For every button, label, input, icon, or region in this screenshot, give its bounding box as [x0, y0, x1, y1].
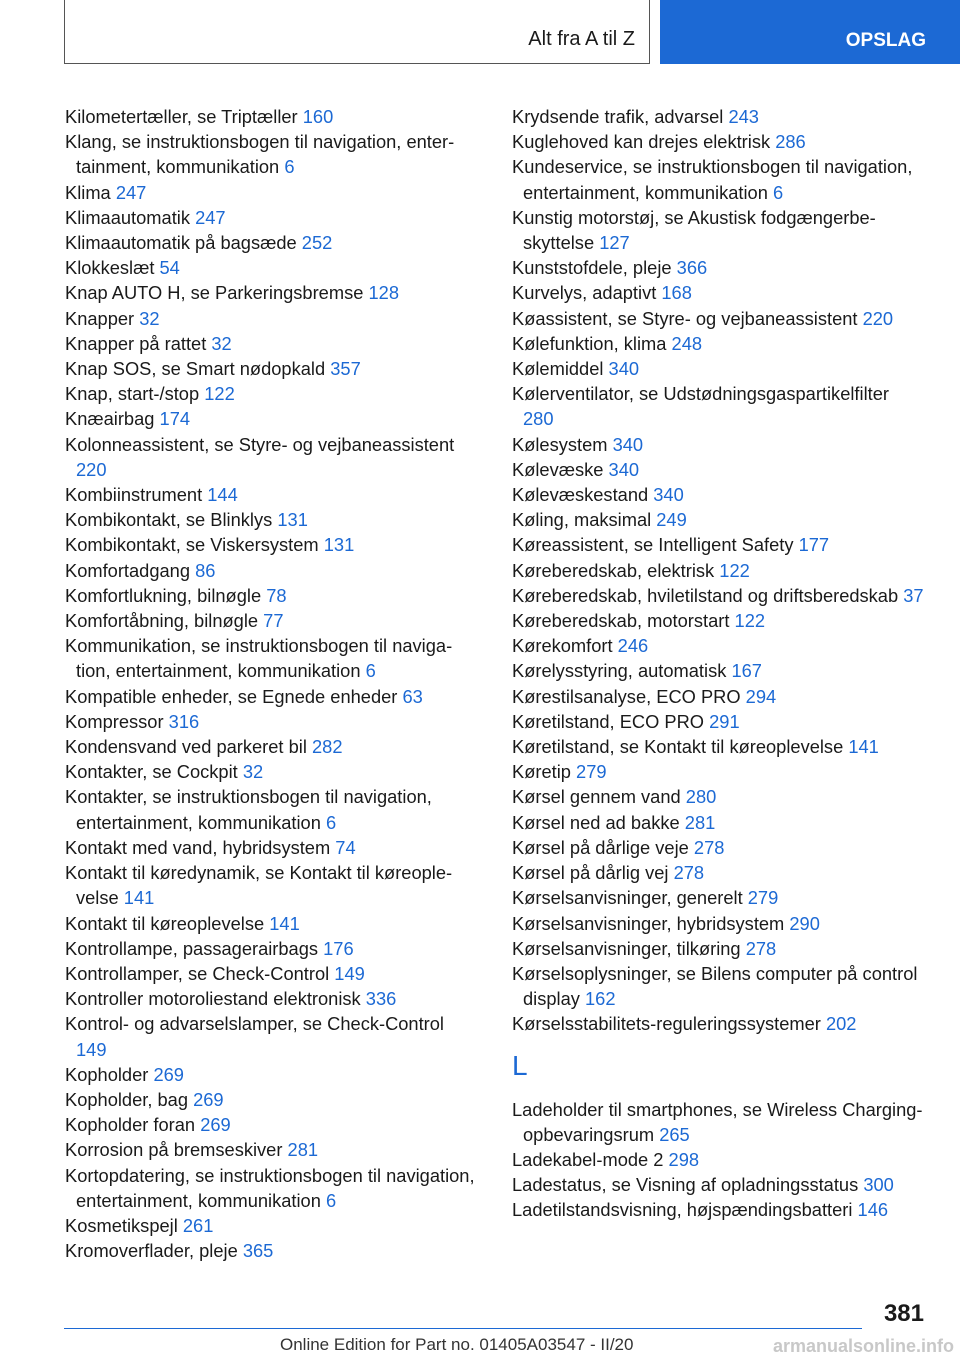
index-entry	[65, 986, 475, 1011]
index-entry	[65, 432, 475, 482]
index-entry	[65, 356, 475, 381]
page-reference-link[interactable]: 122	[719, 559, 750, 581]
index-entry-text: Kontrollamper, se Check-Control	[65, 962, 330, 984]
page-reference-link[interactable]: 278	[673, 862, 705, 884]
index-entry-text: Komfortlukning, bilnøgle	[65, 584, 262, 606]
index-entry	[65, 961, 475, 986]
page-reference-link[interactable]: 86	[195, 559, 216, 581]
page-reference-link[interactable]: 249	[656, 509, 687, 531]
index-entry-text: Kunstig motorstøj, se Akustisk fodgængerbeskyttelse	[512, 206, 876, 254]
page-reference-link[interactable]: 336	[365, 988, 397, 1010]
page-number: 381	[883, 1300, 924, 1327]
page-reference-link[interactable]: 340	[653, 484, 684, 506]
page-reference-link[interactable]: 131	[323, 534, 355, 556]
index-entry	[65, 180, 475, 205]
page-reference-link[interactable]: 174	[159, 408, 191, 430]
index-entry	[512, 482, 924, 507]
watermark: armanualsonline.info	[772, 1336, 954, 1356]
index-entry-text: Klimaautomatik	[65, 206, 190, 228]
index-entry	[65, 1112, 475, 1137]
page-reference-link[interactable]: 340	[612, 433, 644, 455]
index-entry-text: Kølerventilator, se Udstødningsgaspartikelfilter	[512, 383, 889, 405]
index-column-left	[65, 104, 475, 1263]
index-entry	[512, 860, 924, 885]
index-entry	[65, 230, 475, 255]
index-entry	[65, 936, 475, 961]
index-entry	[65, 406, 475, 431]
index-entry-text: Køretilstand, ECO PRO	[512, 710, 705, 732]
page-reference-link[interactable]: 290	[789, 912, 820, 934]
index-entry-text: Kørsel på dårlige veje	[512, 836, 689, 858]
index-entry-text: Kontakter, se instruktionsbogen til navigation, entertainment, kommunikation	[65, 786, 432, 833]
index-entry	[512, 684, 924, 709]
index-entry-text: Køling, maksimal	[512, 509, 652, 531]
header-frame	[64, 0, 650, 64]
index-entry	[512, 306, 924, 331]
index-entry	[512, 1172, 924, 1197]
index-entry	[512, 608, 924, 633]
index-entry	[65, 1087, 475, 1112]
index-entry	[512, 633, 924, 658]
index-entry	[65, 532, 475, 557]
page-reference-link[interactable]: 252	[301, 232, 333, 254]
index-entry	[65, 1238, 475, 1263]
edition-footer: Online Edition for Part no. 01405A03547 - II/20	[280, 1335, 634, 1354]
index-entry	[512, 583, 924, 608]
page-reference-link[interactable]: 248	[671, 332, 703, 354]
index-entry-text: Klang, se instruktionsbogen til navigation, entertainment, kommunikation	[65, 131, 455, 178]
index-entry	[512, 331, 924, 356]
index-entry	[65, 734, 475, 759]
page-reference-link[interactable]: 265	[659, 1123, 690, 1145]
page-reference-link[interactable]: 149	[76, 1038, 107, 1060]
page-reference-link[interactable]: 37	[903, 584, 924, 606]
index-entry-text: Kopholder, bag	[65, 1088, 188, 1110]
index-entry-text: Kurvelys, adaptivt	[512, 282, 657, 304]
page-reference-link[interactable]: 32	[242, 761, 264, 783]
index-entry-text: Kølesystem	[512, 433, 608, 455]
index-entry-text: Kundeservice, se instruktionsbogen til navigation, entertainment, kommunikation	[512, 156, 913, 203]
index-entry	[65, 280, 475, 305]
index-entry-text: Kørsel gennem vand	[512, 786, 681, 808]
index-entry-text: Komfortåbning, bilnøgle	[65, 610, 259, 632]
page-reference-link[interactable]: 74	[335, 836, 356, 858]
index-entry-text: Knap SOS, se Smart nødopkald	[65, 358, 326, 380]
index-entry	[65, 835, 475, 860]
page-reference-link[interactable]: 281	[684, 811, 716, 833]
page-reference-link[interactable]: 247	[195, 206, 226, 228]
index-entry-text: Kompatible enheder, se Egnede enheder	[65, 685, 398, 707]
index-entry-text: Kørselsoplysninger, se Bilens computer på control display	[512, 962, 918, 1010]
index-entry	[65, 684, 475, 709]
index-entry	[512, 835, 924, 860]
index-entry	[65, 709, 475, 734]
index-entry	[65, 104, 475, 129]
index-entry-text: Komfortadgang	[65, 559, 191, 581]
index-entry-text: Kromoverflader, pleje	[65, 1240, 238, 1262]
index-entry	[512, 255, 924, 280]
index-entry	[65, 1011, 475, 1061]
index-entry-text: Knapper	[65, 307, 135, 329]
index-entry-text: Kopholder	[65, 1063, 149, 1085]
index-column-right	[512, 104, 924, 1223]
index-entry	[512, 154, 924, 204]
index-entry	[512, 356, 924, 381]
index-entry-text: Kørsel på dårlig vej	[512, 862, 669, 884]
index-entry-text: Klokkeslæt	[65, 257, 155, 279]
page-reference-link[interactable]: 316	[168, 710, 200, 732]
index-entry	[65, 558, 475, 583]
page-reference-link[interactable]: 269	[200, 1114, 231, 1136]
index-entry	[512, 1011, 924, 1036]
page-reference-link[interactable]: 122	[734, 610, 766, 632]
index-entry-text: Køreberedskab, hviletilstand og driftsberedskab	[512, 584, 899, 606]
index-entry	[512, 936, 924, 961]
page-reference-link[interactable]: 127	[599, 232, 630, 254]
page-reference-link[interactable]: 279	[576, 761, 607, 783]
index-entry-text: Knapper på rattet	[65, 332, 207, 354]
page-reference-link[interactable]: 280	[523, 408, 554, 430]
index-entry-text: Ladeholder til smartphones, se Wireless Charging-opbevaringsrum	[512, 1098, 923, 1145]
page-reference-link[interactable]: 141	[123, 887, 155, 909]
index-entry-text: Kontakter, se Cockpit	[65, 761, 238, 783]
index-entry-text: Kondensvand ved parkeret bil	[65, 736, 307, 758]
page-reference-link[interactable]: 32	[211, 332, 232, 354]
page-reference-link[interactable]: 6	[365, 660, 376, 682]
index-entry	[512, 1197, 924, 1222]
page-reference-link[interactable]: 202	[825, 1013, 857, 1035]
index-entry-text: Kørekomfort	[512, 635, 613, 657]
index-entry	[65, 381, 475, 406]
index-entry	[512, 810, 924, 835]
index-entry-text: Kørsel ned ad bakke	[512, 811, 680, 833]
index-entry-text: Kosmetikspejl	[65, 1214, 178, 1236]
index-entry-text: Knap AUTO H, se Parkeringsbremse	[65, 282, 364, 304]
index-entry	[65, 205, 475, 230]
page-reference-link[interactable]: 282	[311, 736, 343, 758]
page-reference-link[interactable]: 279	[747, 887, 779, 909]
page-reference-link[interactable]: 365	[242, 1240, 274, 1262]
page-reference-link[interactable]: 32	[139, 307, 160, 329]
index-entry-text: Kombikontakt, se Viskersystem	[65, 534, 319, 556]
page-reference-link[interactable]: 280	[685, 786, 717, 808]
page-reference-link[interactable]: 294	[745, 685, 777, 707]
index-entry	[65, 306, 475, 331]
section-title: Alt fra A til Z	[528, 28, 635, 50]
index-entry	[65, 331, 475, 356]
index-entry-text: Kontroller motoroliestand elektronisk	[65, 988, 361, 1010]
index-entry	[65, 507, 475, 532]
index-entry	[65, 759, 475, 784]
index-entry-text: Kørselsstabilitets-reguleringssystemer	[512, 1013, 821, 1035]
index-entry-text: Kontrol- og advarselslamper, se Check-Control	[65, 1013, 444, 1035]
index-entry	[65, 633, 475, 683]
page-reference-link[interactable]: 298	[668, 1148, 700, 1170]
page-reference-link[interactable]: 141	[269, 912, 300, 934]
index-entry-text: Køreassistent, se Intelligent Safety	[512, 534, 794, 556]
index-entry-text: Køreberedskab, motorstart	[512, 610, 730, 632]
index-entry	[65, 129, 475, 179]
page-reference-link[interactable]: 6	[325, 811, 337, 833]
footer-divider	[64, 1328, 862, 1329]
page-reference-link[interactable]: 141	[848, 736, 879, 758]
index-entry	[512, 784, 924, 809]
index-entry	[65, 1062, 475, 1087]
index-entry-text: Kilometertæller, se Triptæller	[65, 106, 298, 127]
index-entry-text: Kølemiddel	[512, 358, 604, 380]
page-reference-link[interactable]: 357	[330, 358, 361, 380]
page-reference-link[interactable]: 144	[207, 484, 238, 506]
index-entry-text: Kørselsanvisninger, tilkøring	[512, 937, 741, 959]
index-entry-text: Kølevæskestand	[512, 484, 649, 506]
index-entry	[512, 457, 924, 482]
page-reference-link[interactable]: 176	[323, 937, 354, 959]
index-entry-text: Korrosion på bremseskiver	[65, 1139, 283, 1161]
index-entry	[65, 911, 475, 936]
index-entry-text: Krydsende trafik, advarsel	[512, 106, 724, 127]
index-entry-text: Køassistent, se Styre- og vejbaneassistent	[512, 307, 858, 329]
tab-opslag[interactable]: OPSLAG	[660, 0, 960, 64]
page-reference-link[interactable]: 77	[263, 610, 284, 632]
page-reference-link[interactable]: 149	[334, 962, 365, 984]
index-entry-text: Kørestilsanalyse, ECO PRO	[512, 685, 741, 707]
page-reference-link[interactable]: 269	[153, 1063, 184, 1085]
index-entry-text: Kontakt til køredynamik, se Kontakt til køreoplevelse	[65, 862, 453, 909]
page-reference-link[interactable]: 160	[302, 106, 334, 127]
index-entry-text: Kombiinstrument	[65, 484, 203, 506]
index-entry-text: Kortopdatering, se instruktionsbogen til navigation, entertainment, kommunikation	[65, 1164, 475, 1211]
page-reference-link[interactable]: 261	[182, 1214, 214, 1236]
index-entry	[65, 860, 475, 910]
index-entry	[65, 1137, 475, 1162]
index-entry-text: Kuglehoved kan drejes elektrisk	[512, 131, 771, 153]
page-reference-link[interactable]: 6	[325, 1189, 337, 1211]
index-entry-text: Kontrollampe, passagerairbags	[65, 937, 319, 959]
page-reference-link[interactable]: 6	[772, 181, 784, 203]
index-entry	[512, 961, 924, 1011]
page-reference-link[interactable]: 220	[862, 307, 894, 329]
index-group-k	[512, 104, 924, 1037]
page-reference-link[interactable]: 6	[284, 156, 295, 178]
index-entry-text: Ladekabel-mode 2	[512, 1148, 664, 1170]
index-entry-text: Kolonneassistent, se Styre- og vejbaneassistent	[65, 433, 455, 455]
index-entry-text: Klima	[65, 181, 111, 203]
index-entry	[512, 205, 924, 255]
page-reference-link[interactable]: 162	[585, 988, 616, 1010]
index-entry	[512, 558, 924, 583]
index-entry	[512, 734, 924, 759]
page-reference-link[interactable]: 291	[709, 710, 740, 732]
index-entry	[65, 1213, 475, 1238]
index-entry	[65, 482, 475, 507]
index-entry	[512, 759, 924, 784]
page-reference-link[interactable]: 246	[617, 635, 649, 657]
index-entry	[512, 280, 924, 305]
index-entry-text: Kørelysstyring, automatisk	[512, 660, 727, 682]
page-reference-link[interactable]: 243	[728, 106, 759, 127]
index-entry	[512, 1147, 924, 1172]
index-entry-text: Køreberedskab, elektrisk	[512, 559, 715, 581]
index-entry-text: Kopholder foran	[65, 1114, 196, 1136]
index-entry-text: Kompressor	[65, 710, 164, 732]
index-entry	[512, 532, 924, 557]
page-reference-link[interactable]: 146	[857, 1199, 889, 1221]
index-entry-text: Klimaautomatik på bagsæde	[65, 232, 297, 254]
index-entry	[65, 608, 475, 633]
index-entry-text: Kølefunktion, klima	[512, 332, 667, 354]
index-entry-text: Ladetilstandsvisning, højspændingsbatteri	[512, 1199, 853, 1221]
page-reference-link[interactable]: 128	[368, 282, 399, 304]
index-entry-text: Kørselsanvisninger, hybridsystem	[512, 912, 785, 934]
index-entry-text: Køretilstand, se Kontakt til køreoplevelse	[512, 736, 844, 758]
index-entry	[512, 104, 924, 129]
index-entry	[512, 381, 924, 431]
index-entry	[512, 709, 924, 734]
page-reference-link[interactable]: 278	[745, 937, 777, 959]
page-reference-link[interactable]: 286	[775, 131, 806, 153]
index-entry-text: Ladestatus, se Visning af opladningsstatus	[512, 1174, 859, 1196]
page-reference-link[interactable]: 340	[608, 358, 640, 380]
page-reference-link[interactable]: 220	[76, 458, 107, 480]
index-entry-text: Kombikontakt, se Blinklys	[65, 509, 273, 531]
page-reference-link[interactable]: 247	[115, 181, 147, 203]
index-entry	[65, 1163, 475, 1213]
index-entry	[512, 129, 924, 154]
index-entry-text: Køretip	[512, 761, 571, 783]
page-reference-link[interactable]: 278	[693, 836, 725, 858]
page-reference-link[interactable]: 167	[731, 660, 762, 682]
index-entry-text: Kørselsanvisninger, generelt	[512, 887, 743, 909]
page-reference-link[interactable]: 177	[798, 534, 830, 556]
index-entry	[512, 885, 924, 910]
page-reference-link[interactable]: 78	[266, 584, 287, 606]
page-reference-link[interactable]: 269	[193, 1088, 224, 1110]
index-entry	[512, 432, 924, 457]
page-reference-link[interactable]: 366	[676, 257, 708, 279]
page-reference-link[interactable]: 131	[277, 509, 308, 531]
page-reference-link[interactable]: 281	[287, 1139, 319, 1161]
letter-heading: L	[512, 1049, 528, 1081]
index-entry-text: Knæairbag	[65, 408, 155, 430]
page-reference-link[interactable]: 63	[402, 685, 423, 707]
index-entry-text: Kommunikation, se instruktionsbogen til navigation, entertainment, kommunikation	[65, 635, 453, 682]
index-entry-text: Kunststofdele, pleje	[512, 257, 672, 279]
index-entry	[65, 784, 475, 834]
index-entry	[512, 507, 924, 532]
index-entry-text: Kølevæske	[512, 458, 604, 480]
index-entry	[65, 255, 475, 280]
page-reference-link[interactable]: 122	[204, 383, 235, 405]
index-group-l	[512, 1097, 924, 1223]
page-reference-link[interactable]: 300	[863, 1174, 894, 1196]
page-reference-link[interactable]: 340	[608, 458, 640, 480]
index-entry	[512, 1097, 924, 1147]
index-entry-text: Kontakt til køreoplevelse	[65, 912, 265, 934]
page-reference-link[interactable]: 54	[159, 257, 180, 279]
index-entry	[512, 911, 924, 936]
index-entry	[512, 658, 924, 683]
index-entry	[65, 583, 475, 608]
index-entry-text: Knap, start-/stop	[65, 383, 200, 405]
page-reference-link[interactable]: 168	[661, 282, 692, 304]
index-entry-text: Kontakt med vand, hybridsystem	[65, 836, 331, 858]
